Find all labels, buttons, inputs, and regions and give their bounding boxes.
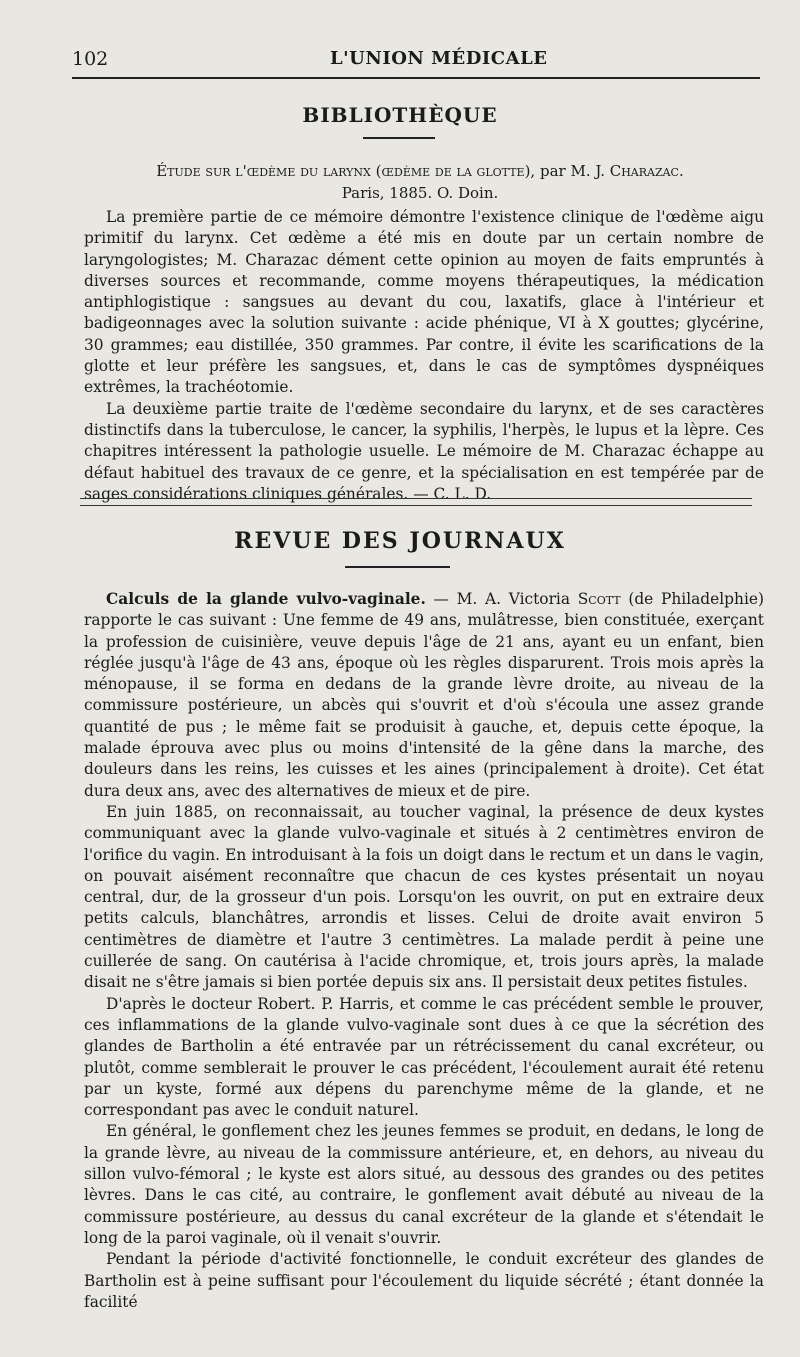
paragraph: La deuxième partie traite de l'œdème secondaire du larynx, et de ses caractères distinctifs dans la tuberculose, le cancer, la syphilis, l'herpès, le lupus et la lèpre. Ces chapitres intéressent la pathologie usuelle. Le mémoire de M. Charazac échappe au défaut habituel des travaux de ce genre, et la spécialisation en est tempérée par de sages considérations cliniques générales. — C. L. D. bbox=[84, 399, 764, 503]
running-title: L'UNION MÉDICALE bbox=[330, 48, 548, 69]
section-separator bbox=[80, 498, 752, 506]
title-underline bbox=[363, 137, 435, 139]
paragraph: En général, le gonflement chez les jeunes femmes se produit, en dedans, le long de la grande lèvre, au niveau de la commissure antérieure, et, en dehors, au niveau du sillon vulvo-fémoral ; le kyste est alors situé, au dessous des grandes ou des petites lèvres. Dans le cas cité, au contraire, le gonflement avait débuté au niveau de la commissure postérieure, au dessus du canal excréteur de la glande et s'étendait le long de la paroi vaginale, où il venait s'ouvrir. bbox=[84, 1122, 764, 1247]
paragraph: Pendant la période d'activité fonctionnelle, le conduit excréteur des glandes de Bartholin est à peine suffisant pour l'écoulement du liquide sécrété ; étant donnée la facilité bbox=[84, 1250, 764, 1311]
paragraph bbox=[84, 589, 764, 802]
article-author-prefix: — M. A. Victoria bbox=[425, 590, 578, 608]
article-author-name: Scott bbox=[577, 590, 621, 608]
article-heading: Calculs de la glande vulvo-vaginale. bbox=[106, 590, 426, 608]
paragraph: La première partie de ce mémoire démontre l'existence clinique de l'œdème aigu primitif du larynx. Cet œdème a été mis en doute par un certain nombre de laryngologistes; M. Charazac dément cette opinion au moyen de faits empruntés à diverses sources et recommande, comme moyens thérapeutiques, la médication antiphlogistique : sangsues au devant du cou, laxatifs, glace à l'intérieur et badigeonnages avec la solution suivante : acide phénique, VI à X gouttes; glycérine, 30 grammes; eau distillée, 350 grammes. Par contre, il évite les scarifications de la glotte et leur préfère les sangsues, et, dans le cas de symptômes dyspnéiques extrêmes, la trachéotomie. bbox=[84, 208, 764, 397]
page-number: 102 bbox=[72, 48, 109, 70]
citation-author: Charazac. bbox=[609, 162, 684, 180]
citation-line-1 bbox=[110, 160, 730, 182]
header-rule bbox=[72, 77, 760, 79]
bibliotheque-body bbox=[84, 207, 764, 505]
citation-line-2: Paris, 1885. O. Doin. bbox=[341, 184, 499, 202]
section-title-revue: REVUE DES JOURNAUX bbox=[234, 528, 566, 554]
revue-body bbox=[84, 589, 764, 1313]
paragraph: En juin 1885, on reconnaissait, au toucher vaginal, la présence de deux kystes communiquant avec la glande vulvo-vaginale et situés à 2 centimètres environ de l'orifice du vagin. En introduisant à la fois un doigt dans le rectum et un dans le vagin, on pouvait aisément reconnaître que chacun de ces kystes présentait un noyau central, dur, de la grosseur d'un pois. Lorsqu'on les ouvrit, on put en extraire deux petits calculs, blanchâtres, arrondis et lisses. Celui de droite avait environ 5 centimètres de diamètre et l'autre 3 centimètres. La malade perdit à peine une cuillerée de sang. On cautérisa à l'acide chromique, et, trois jours après, la malade disait ne s'être jamais si bien portée depuis six ans. Il persistait deux petites fistules. bbox=[84, 802, 764, 992]
book-citation bbox=[110, 160, 730, 204]
article-first-paragraph: (de Philadelphie) rapporte le cas suivant : Une femme de 49 ans, mulâtresse, bien constituée, exerçant la profession de cuisinière, veuve depuis l'âge de 21 ans, ayant eu un enfant, bien réglée jusqu'à l'âge de 43 ans, époque où les règles disparurent. Trois mois après la ménopause, il se forma en dedans de la grande lèvre droite, au niveau de la commissure postérieure, un abcès qui s'ouvrit et d'où s'écoula une assez grande quantité de pus ; le même fait se produisit à gauche, et, depuis cette époque, la malade éprouva avec plus ou moins d'intensité de la gêne dans la marche, des douleurs dans les reins, les cuisses et les aines (principalement à droite). Cet état dura deux ans, avec des alternatives de mieux et de pire. bbox=[84, 590, 764, 800]
page-header bbox=[72, 40, 760, 80]
paragraph: D'après le docteur Robert. P. Harris, et comme le cas précédent semble le prouver, ces inflammations de la glande vulvo-vaginale sont dues à ce que la sécrétion des glandes de Bartholin a été entravée par un rétrécissement du canal excréteur, ou plutôt, comme semblerait le prouver le cas précédent, l'écoulement aurait été retenu par un kyste, formé aux dépens du parenchyme même de la glande, et ne correspondant pas avec le conduit naturel. bbox=[84, 994, 764, 1120]
citation-by: par M. J. bbox=[535, 162, 610, 180]
title-underline bbox=[345, 566, 450, 568]
section-title-bibliotheque: BIBLIOTHÈQUE bbox=[302, 103, 498, 127]
citation-title: Étude sur l'œdème du larynx (œdème de la glotte), bbox=[156, 162, 536, 180]
